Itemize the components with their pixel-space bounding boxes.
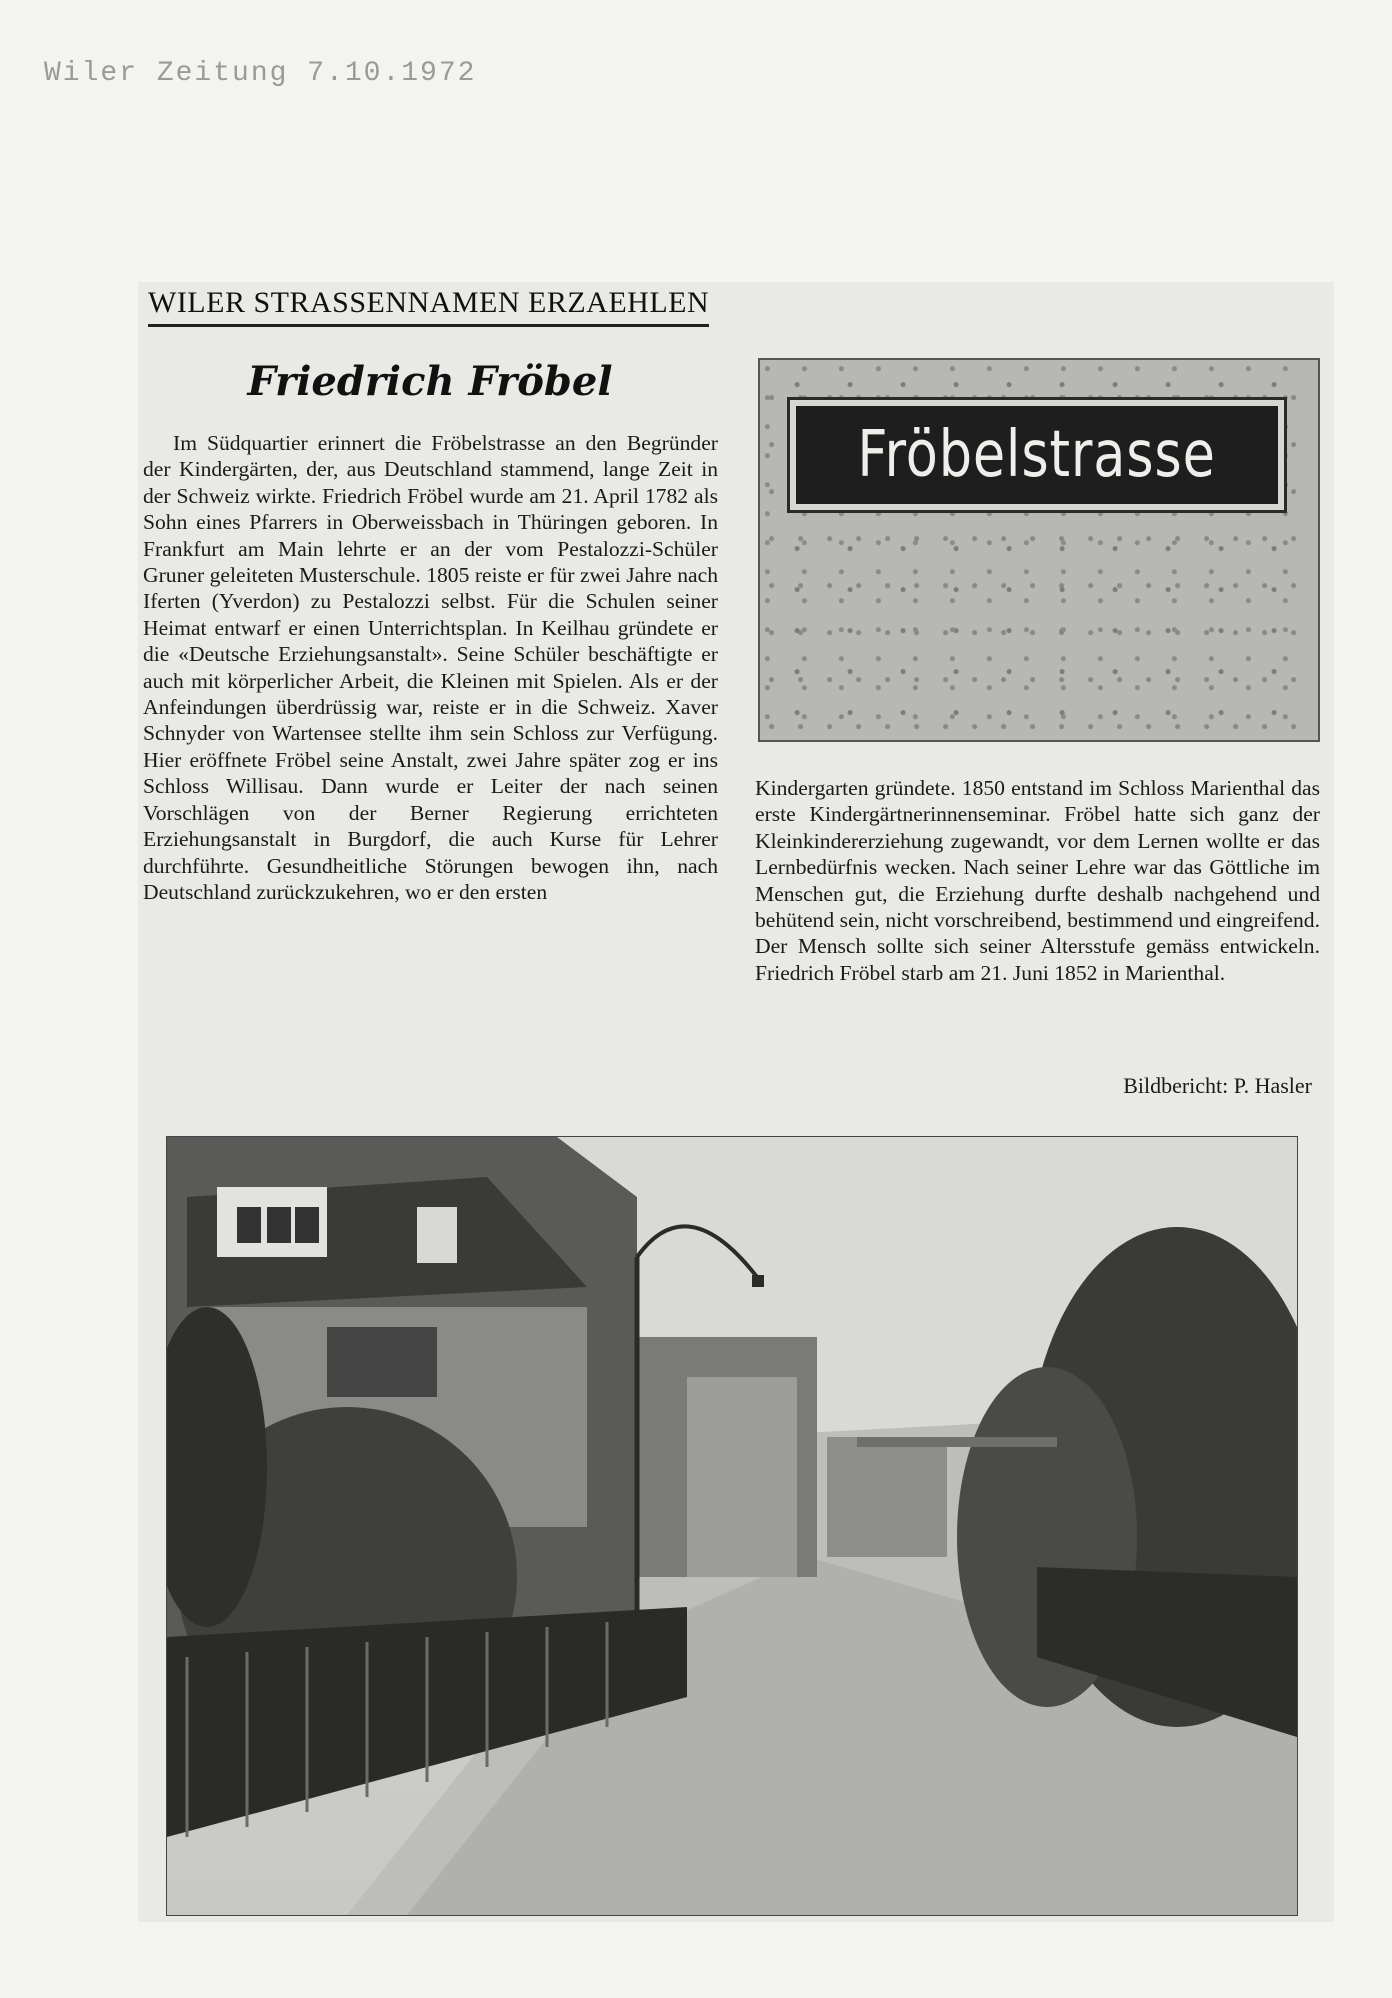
street-scene-illustration (167, 1137, 1297, 1915)
street-view-photo (166, 1136, 1298, 1916)
article-body-left-column: Im Südquartier erinnert die Fröbelstrasse an den Begründer der Kindergärten, der, aus Deutschland stammend, lange Zeit in der Schweiz wirkte. Friedrich Fröbel wurde am 21. April 1782 als Sohn eines Pfarrers in Oberweissbach in Thüringen geboren. In Frankfurt am Main lehrte er an der vom Pestalozzi-Schüler Gruner geleiteten Musterschule. 1805 reiste er für zwei Jahre nach Iferten (Yverdon) zu Pestalozzi selbst. Für die Schulen seiner Heimat entwarf er einen Unterrichtsplan. In Keilhau gründete er die «Deutsche Erziehungsanstalt». Seine Schüler beschäftigte er auch mit körperlicher Arbeit, die Kleinen mit Spielen. Als er der Anfeindungen überdrüssig war, reiste er in die Schweiz. Xaver Schnyder von Wartensee stellte ihm sein Schloss zur Verfügung. Hier eröffnete Fröbel seine Anstalt, zwei Jahre später zog er ins Schloss Willisau. Dann wurde er Leiter der nach seinen Vorschlägen von der Berner Regierung errichteten Erziehungsanstalt in Burgdorf, die auch Kurse für Lehrer durchführte. Gesundheitliche Störungen bewogen ihn, nach Deutschland zurückzukehren, wo er den ersten (143, 431, 718, 904)
article-body-right-column: Kindergarten gründete. 1850 entstand im Schloss Marienthal das erste Kindergärtnerinnenseminar. Fröbel hatte sich ganz der Kleinkindererziehung zugewandt, vor dem Lernen wollte er das Lernbedürfnis wecken. Nach seiner Lehre war das Göttliche im Menschen gut, die Erziehung durfte deshalb nachgehend und behütend sein, nicht vorschreibend, bestimmend und eingreifend. Der Mensch sollte sich seiner Altersstufe gemäss entwickeln. Friedrich Fröbel starb am 21. Juni 1852 in Marienthal. (755, 776, 1320, 985)
article-title: Friedrich Fröbel (247, 358, 613, 405)
street-sign-photo (758, 358, 1320, 742)
street-sign-text: Fröbelstrasse (857, 418, 1217, 492)
typed-source-header: Wiler Zeitung 7.10.1972 (44, 58, 477, 89)
street-sign-plate (790, 400, 1284, 510)
article-kicker: WILER STRASSENNAMEN ERZAEHLEN (148, 286, 709, 327)
photo-credit: Bildbericht: P. Hasler (1123, 1073, 1312, 1098)
